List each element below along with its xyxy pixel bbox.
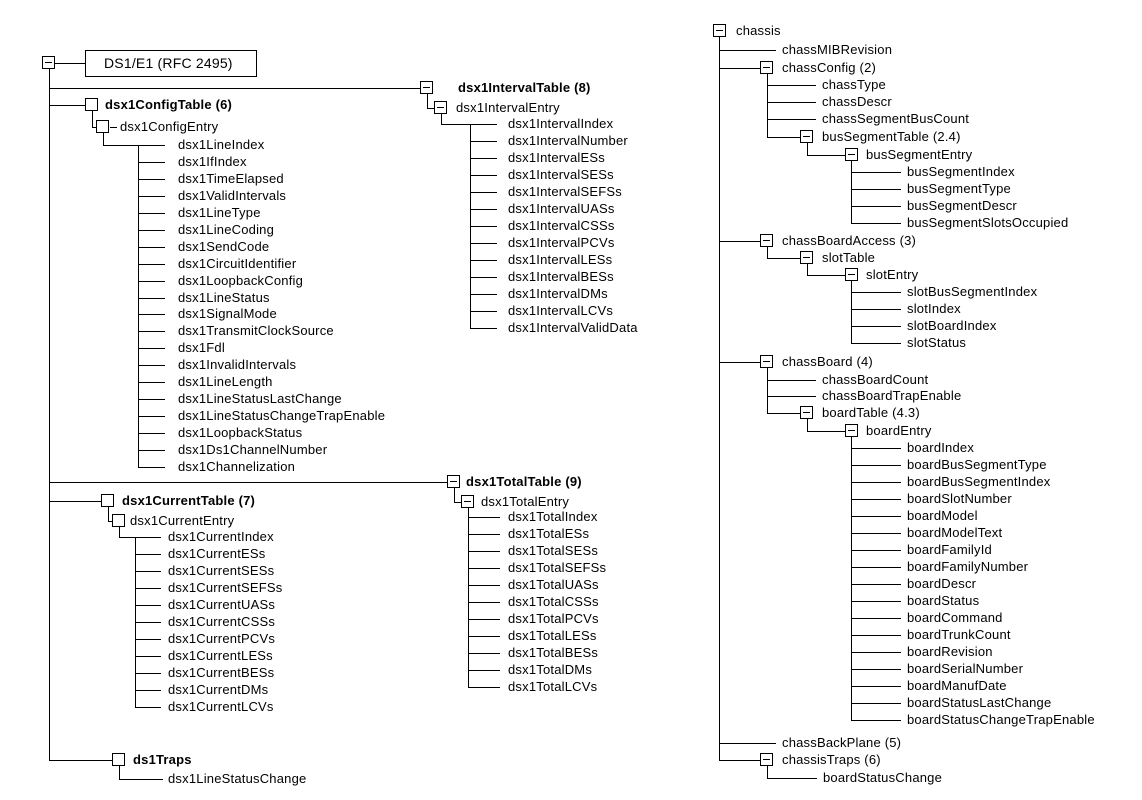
tree-connector-line — [851, 172, 901, 173]
tree-connector-line — [851, 482, 901, 483]
tree-node-dsx1LineStatus: dsx1LineStatus — [178, 290, 270, 305]
minus-glyph-icon — [763, 361, 770, 362]
tree-node-slotStatus: slotStatus — [907, 335, 967, 350]
tree-node-boardManufDate: boardManufDate — [907, 678, 1007, 693]
tree-node-ds1Traps: ds1Traps — [133, 752, 192, 767]
tree-node-chassBoardCount: chassBoardCount — [822, 372, 929, 387]
minus-glyph-icon — [848, 154, 855, 155]
minus-glyph-icon — [848, 430, 855, 431]
tree-node-dsx1CurrentLCVs: dsx1CurrentLCVs — [168, 699, 274, 714]
tree-connector-line — [135, 588, 161, 589]
tree-connector-line — [851, 343, 901, 344]
tree-connector-line — [135, 707, 161, 708]
tree-node-dsx1ConfigTable (6): dsx1ConfigTable (6) — [105, 97, 233, 112]
tree-connector-line — [468, 585, 500, 586]
tree-node-dsx1IntervalIndex: dsx1IntervalIndex — [508, 116, 614, 131]
tree-connector-line — [470, 141, 497, 142]
tree-connector-line — [103, 133, 104, 145]
tree-connector-line — [468, 508, 469, 517]
tree-connector-line — [468, 602, 500, 603]
tree-node-busSegmentSlotsOccupied: busSegmentSlotsOccupied — [907, 215, 1069, 230]
tree-connector-line — [807, 431, 845, 432]
tree-node-dsx1TotalTable (9): dsx1TotalTable (9) — [466, 474, 582, 489]
expand-empty-box-icon[interactable] — [101, 494, 114, 507]
tree-node-dsx1CurrentIndex: dsx1CurrentIndex — [168, 529, 274, 544]
tree-node-dsx1TotalCSSs: dsx1TotalCSSs — [508, 594, 599, 609]
tree-node-dsx1TotalIndex: dsx1TotalIndex — [508, 509, 598, 524]
tree-node-dsx1TotalBESs: dsx1TotalBESs — [508, 645, 599, 660]
tree-connector-line — [767, 137, 800, 138]
tree-node-dsx1TotalPCVs: dsx1TotalPCVs — [508, 611, 599, 626]
tree-connector-line — [135, 554, 161, 555]
tree-connector-line — [470, 277, 497, 278]
tree-connector-line — [851, 618, 901, 619]
tree-node-dsx1CurrentUASs: dsx1CurrentUASs — [168, 597, 276, 612]
tree-node-dsx1LineStatusChange: dsx1LineStatusChange — [168, 771, 307, 786]
tree-node-boardRevision: boardRevision — [907, 644, 993, 659]
expand-empty-box-icon[interactable] — [96, 120, 109, 133]
tree-connector-line — [138, 230, 165, 231]
tree-connector-line — [427, 108, 434, 109]
tree-node-boardFamilyId: boardFamilyId — [907, 542, 992, 557]
tree-node-dsx1CurrentTable (7): dsx1CurrentTable (7) — [122, 493, 256, 508]
tree-connector-line — [49, 501, 101, 502]
collapse-minus-box-icon[interactable] — [434, 101, 447, 114]
tree-connector-line — [138, 145, 139, 467]
tree-connector-line — [441, 114, 442, 124]
tree-node-boardStatusChange: boardStatusChange — [823, 770, 943, 785]
tree-connector-line — [767, 766, 768, 778]
tree-connector-line — [851, 584, 901, 585]
tree-connector-line — [767, 119, 816, 120]
tree-connector-line — [767, 74, 768, 137]
tree-node-dsx1LineLength: dsx1LineLength — [178, 374, 273, 389]
tree-node-busSegmentType: busSegmentType — [907, 181, 1011, 196]
tree-connector-line — [851, 161, 852, 223]
tree-node-dsx1TotalLESs: dsx1TotalLESs — [508, 628, 597, 643]
tree-node-dsx1IntervalLCVs: dsx1IntervalLCVs — [508, 303, 614, 318]
minus-glyph-icon — [803, 412, 810, 413]
tree-connector-line — [851, 533, 901, 534]
tree-node-boardTable (4.3): boardTable (4.3) — [822, 405, 920, 420]
tree-node-chassType: chassType — [822, 77, 886, 92]
tree-node-dsx1IntervalLESs: dsx1IntervalLESs — [508, 252, 613, 267]
tree-connector-line — [719, 362, 760, 363]
tree-node-dsx1IntervalEntry: dsx1IntervalEntry — [456, 100, 560, 115]
tree-connector-line — [468, 534, 500, 535]
tree-connector-line — [851, 206, 901, 207]
minus-glyph-icon — [803, 257, 810, 258]
minus-glyph-icon — [437, 107, 444, 108]
tree-node-busSegmentDescr: busSegmentDescr — [907, 198, 1017, 213]
tree-node-dsx1LoopbackConfig: dsx1LoopbackConfig — [178, 273, 304, 288]
tree-connector-line — [138, 179, 165, 180]
tree-node-dsx1IntervalDMs: dsx1IntervalDMs — [508, 286, 608, 301]
tree-node-chassDescr: chassDescr — [822, 94, 892, 109]
tree-node-dsx1CircuitIdentifier: dsx1CircuitIdentifier — [178, 256, 297, 271]
tree-node-dsx1InvalidIntervals: dsx1InvalidIntervals — [178, 357, 297, 372]
minus-glyph-icon — [763, 240, 770, 241]
tree-connector-line — [470, 243, 497, 244]
tree-connector-line — [851, 465, 901, 466]
tree-connector-line — [468, 653, 500, 654]
tree-node-dsx1CurrentEntry: dsx1CurrentEntry — [130, 513, 235, 528]
tree-node-dsx1CurrentLESs: dsx1CurrentLESs — [168, 648, 273, 663]
tree-node-dsx1TotalSEFSs: dsx1TotalSEFSs — [508, 560, 607, 575]
tree-connector-line — [49, 105, 85, 106]
tree-node-dsx1IntervalBESs: dsx1IntervalBESs — [508, 269, 614, 284]
tree-connector-line — [470, 158, 497, 159]
collapse-minus-box-icon[interactable] — [420, 81, 433, 94]
tree-node-boardFamilyNumber: boardFamilyNumber — [907, 559, 1029, 574]
tree-connector-line — [468, 568, 500, 569]
tree-node-chassBoard (4): chassBoard (4) — [782, 354, 873, 369]
tree-node-dsx1SendCode: dsx1SendCode — [178, 239, 270, 254]
tree-connector-line — [807, 419, 808, 431]
tree-node-busSegmentIndex: busSegmentIndex — [907, 164, 1015, 179]
tree-node-dsx1IntervalValidData: dsx1IntervalValidData — [508, 320, 638, 335]
tree-connector-line — [468, 636, 500, 637]
tree-connector-line — [49, 69, 50, 760]
tree-connector-line — [851, 669, 901, 670]
tree-node-dsx1TotalDMs: dsx1TotalDMs — [508, 662, 593, 677]
tree-connector-line — [807, 264, 808, 275]
tree-connector-line — [454, 488, 455, 502]
tree-connector-line — [138, 467, 165, 468]
tree-connector-line — [851, 499, 901, 500]
tree-connector-line — [92, 111, 93, 127]
tree-node-boardModelText: boardModelText — [907, 525, 1003, 540]
tree-connector-line — [119, 537, 161, 538]
tree-connector-line — [719, 50, 776, 51]
tree-connector-line — [767, 85, 816, 86]
tree-connector-line — [851, 686, 901, 687]
tree-connector-line — [851, 437, 852, 720]
tree-connector-line — [851, 652, 901, 653]
collapse-minus-box-icon[interactable] — [760, 61, 773, 74]
tree-connector-line — [767, 258, 800, 259]
tree-node-boardIndex: boardIndex — [907, 440, 975, 455]
tree-connector-line — [851, 223, 901, 224]
tree-connector-line — [767, 380, 816, 381]
tree-connector-line — [138, 348, 165, 349]
tree-connector-line — [470, 226, 497, 227]
tree-node-boardSlotNumber: boardSlotNumber — [907, 491, 1012, 506]
tree-node-dsx1TransmitClockSource: dsx1TransmitClockSource — [178, 323, 334, 338]
tree-node-slotBoardIndex: slotBoardIndex — [907, 318, 997, 333]
tree-node-dsx1CurrentESs: dsx1CurrentESs — [168, 546, 266, 561]
collapse-minus-box-icon[interactable] — [42, 56, 55, 69]
tree-connector-line — [851, 567, 901, 568]
tree-connector-line — [470, 175, 497, 176]
tree-node-dsx1IntervalTable (8): dsx1IntervalTable (8) — [458, 80, 591, 95]
tree-connector-line — [119, 527, 120, 537]
tree-connector-line — [468, 551, 500, 552]
tree-connector-line — [441, 124, 497, 125]
tree-node-chassConfig (2): chassConfig (2) — [782, 60, 877, 75]
tree-connector-line — [135, 571, 161, 572]
tree-connector-line — [767, 247, 768, 258]
tree-connector-line — [719, 37, 720, 760]
collapse-minus-box-icon[interactable] — [760, 355, 773, 368]
tree-connector-line — [119, 779, 163, 780]
tree-node-dsx1IfIndex: dsx1IfIndex — [178, 154, 247, 169]
tree-connector-line — [108, 507, 109, 521]
tree-connector-line — [138, 298, 165, 299]
minus-glyph-icon — [464, 501, 471, 502]
tree-node-boardBusSegmentType: boardBusSegmentType — [907, 457, 1047, 472]
tree-node-dsx1LineIndex: dsx1LineIndex — [178, 137, 265, 152]
tree-node-boardTrunkCount: boardTrunkCount — [907, 627, 1011, 642]
minus-glyph-icon — [803, 136, 810, 137]
tree-connector-line — [851, 292, 901, 293]
tree-connector-line — [138, 196, 165, 197]
tree-node-dsx1TotalSESs: dsx1TotalSESs — [508, 543, 599, 558]
tree-connector-line — [119, 766, 120, 779]
tree-connector-line — [138, 450, 165, 451]
tree-node-dsx1TotalESs: dsx1TotalESs — [508, 526, 590, 541]
tree-connector-line — [138, 247, 165, 248]
collapse-minus-box-icon[interactable] — [760, 234, 773, 247]
tree-connector-line — [138, 382, 165, 383]
tree-node-chassBoardAccess (3): chassBoardAccess (3) — [782, 233, 917, 248]
tree-connector-line — [468, 619, 500, 620]
tree-node-dsx1CurrentDMs: dsx1CurrentDMs — [168, 682, 269, 697]
tree-node-chassBackPlane (5): chassBackPlane (5) — [782, 735, 902, 750]
tree-connector-line — [719, 68, 760, 69]
collapse-minus-box-icon[interactable] — [845, 424, 858, 437]
collapse-minus-box-icon[interactable] — [800, 406, 813, 419]
tree-node-boardCommand: boardCommand — [907, 610, 1003, 625]
tree-node-dsx1LineStatusLastChange: dsx1LineStatusLastChange — [178, 391, 342, 406]
tree-connector-line — [470, 328, 497, 329]
tree-connector-line — [470, 192, 497, 193]
collapse-minus-box-icon[interactable] — [800, 251, 813, 264]
tree-node-dsx1IntervalSESs: dsx1IntervalSESs — [508, 167, 614, 182]
tree-connector-line — [138, 213, 165, 214]
tree-connector-line — [135, 673, 161, 674]
tree-connector-line — [470, 294, 497, 295]
tree-node-dsx1LineType: dsx1LineType — [178, 205, 261, 220]
tree-connector-line — [138, 331, 165, 332]
collapse-minus-box-icon[interactable] — [447, 475, 460, 488]
tree-connector-line — [138, 314, 165, 315]
tree-connector-line — [138, 399, 165, 400]
tree-connector-line — [468, 670, 500, 671]
tree-connector-line — [767, 368, 768, 413]
expand-empty-box-icon[interactable] — [112, 753, 125, 766]
tree-node-dsx1IntervalNumber: dsx1IntervalNumber — [508, 133, 628, 148]
tree-node-boardSerialNumber: boardSerialNumber — [907, 661, 1024, 676]
tree-node-slotEntry: slotEntry — [866, 267, 919, 282]
tree-node-boardStatusChangeTrapEnable: boardStatusChangeTrapEnable — [907, 712, 1095, 727]
tree-connector-line — [49, 482, 447, 483]
minus-glyph-icon — [848, 274, 855, 275]
minus-glyph-icon — [763, 67, 770, 68]
tree-node-dsx1CurrentBESs: dsx1CurrentBESs — [168, 665, 275, 680]
tree-connector-line — [851, 309, 901, 310]
tree-node-boardEntry: boardEntry — [866, 423, 932, 438]
tree-connector-line — [49, 88, 420, 89]
collapse-minus-box-icon[interactable] — [461, 495, 474, 508]
tree-connector-line — [851, 703, 901, 704]
tree-node-boardModel: boardModel — [907, 508, 978, 523]
tree-connector-line — [135, 605, 161, 606]
tree-connector-line — [851, 326, 901, 327]
minus-glyph-icon — [763, 759, 770, 760]
tree-node-dsx1TotalUASs: dsx1TotalUASs — [508, 577, 599, 592]
tree-node-dsx1Ds1ChannelNumber: dsx1Ds1ChannelNumber — [178, 442, 328, 457]
tree-connector-line — [138, 264, 165, 265]
tree-node-dsx1ValidIntervals: dsx1ValidIntervals — [178, 188, 287, 203]
tree-connector-line — [49, 760, 112, 761]
tree-node-dsx1CurrentSESs: dsx1CurrentSESs — [168, 563, 275, 578]
tree-connector-line — [807, 143, 808, 155]
tree-connector-line — [851, 720, 901, 721]
tree-node-chassisTraps (6): chassisTraps (6) — [782, 752, 881, 767]
tree-connector-line — [807, 275, 845, 276]
tree-connector-line — [851, 281, 852, 343]
tree-connector-line — [767, 778, 817, 779]
tree-connector-line — [135, 690, 161, 691]
tree-connector-line — [470, 209, 497, 210]
tree-connector-line — [851, 550, 901, 551]
tree-connector-line — [135, 639, 161, 640]
tree-connector-line — [135, 656, 161, 657]
tree-connector-line — [851, 635, 901, 636]
tree-node-boardBusSegmentIndex: boardBusSegmentIndex — [907, 474, 1051, 489]
tree-node-dsx1IntervalSEFSs: dsx1IntervalSEFSs — [508, 184, 622, 199]
tree-connector-line — [851, 516, 901, 517]
tree-node-chassSegmentBusCount: chassSegmentBusCount — [822, 111, 970, 126]
tree-node-dsx1LineCoding: dsx1LineCoding — [178, 222, 275, 237]
tree-node-dsx1TotalLCVs: dsx1TotalLCVs — [508, 679, 598, 694]
minus-glyph-icon — [450, 481, 457, 482]
tree-connector-line — [767, 413, 800, 414]
expand-empty-box-icon[interactable] — [85, 98, 98, 111]
tree-node-dsx1CurrentPCVs: dsx1CurrentPCVs — [168, 631, 276, 646]
tree-connector-line — [470, 260, 497, 261]
tree-node-dsx1IntervalESs: dsx1IntervalESs — [508, 150, 605, 165]
tree-connector-line — [807, 155, 845, 156]
tree-node-dsx1SignalMode: dsx1SignalMode — [178, 306, 277, 321]
tree-connector-line — [454, 502, 461, 503]
tree-connector-line — [427, 94, 428, 108]
tree-node-chassis: chassis — [736, 23, 781, 38]
collapse-minus-box-icon[interactable] — [713, 24, 726, 37]
tree-connector-line — [719, 743, 776, 744]
collapse-minus-box-icon[interactable] — [760, 753, 773, 766]
tree-node-slotBusSegmentIndex: slotBusSegmentIndex — [907, 284, 1038, 299]
minus-glyph-icon — [45, 62, 52, 63]
tree-node-chassMIBRevision: chassMIBRevision — [782, 42, 893, 57]
tree-node-slotTable: slotTable — [822, 250, 876, 265]
tree-node-dsx1IntervalPCVs: dsx1IntervalPCVs — [508, 235, 615, 250]
tree-connector-line — [138, 416, 165, 417]
tree-connector-line — [138, 433, 165, 434]
tree-connector-line — [103, 145, 165, 146]
tree-connector-line — [138, 281, 165, 282]
tree-node-boardDescr: boardDescr — [907, 576, 977, 591]
tree-node-DS1/E1 (RFC 2495): DS1/E1 (RFC 2495) — [104, 55, 233, 71]
tree-connector-line — [55, 63, 85, 64]
tree-node-dsx1IntervalCSSs: dsx1IntervalCSSs — [508, 218, 615, 233]
tree-connector-line — [468, 517, 500, 518]
tree-connector-line — [851, 189, 901, 190]
expand-empty-box-icon[interactable] — [112, 514, 125, 527]
tree-node-dsx1LoopbackStatus: dsx1LoopbackStatus — [178, 425, 303, 440]
tree-connector-line — [138, 365, 165, 366]
tree-node-dsx1CurrentCSSs: dsx1CurrentCSSs — [168, 614, 276, 629]
tree-node-busSegmentTable (2.4): busSegmentTable (2.4) — [822, 129, 961, 144]
tree-node-dsx1Channelization: dsx1Channelization — [178, 459, 296, 474]
tree-node-slotIndex: slotIndex — [907, 301, 961, 316]
tree-node-busSegmentEntry: busSegmentEntry — [866, 147, 973, 162]
tree-connector-line — [767, 102, 816, 103]
tree-connector-line — [767, 396, 816, 397]
tree-node-dsx1CurrentSEFSs: dsx1CurrentSEFSs — [168, 580, 283, 595]
tree-node-dsx1ConfigEntry: dsx1ConfigEntry — [120, 119, 219, 134]
collapse-minus-box-icon[interactable] — [845, 148, 858, 161]
tree-connector-line — [851, 448, 901, 449]
collapse-minus-box-icon[interactable] — [845, 268, 858, 281]
tree-connector-line — [851, 601, 901, 602]
tree-node-dsx1Fdl: dsx1Fdl — [178, 340, 225, 355]
tree-connector-line — [138, 162, 165, 163]
tree-node-dsx1LineStatusChangeTrapEnable: dsx1LineStatusChangeTrapEnable — [178, 408, 386, 423]
tree-node-dsx1TimeElapsed: dsx1TimeElapsed — [178, 171, 284, 186]
tree-connector-line — [719, 241, 760, 242]
collapse-minus-box-icon[interactable] — [800, 130, 813, 143]
tree-node-chassBoardTrapEnable: chassBoardTrapEnable — [822, 388, 962, 403]
tree-node-boardStatusLastChange: boardStatusLastChange — [907, 695, 1052, 710]
tree-connector-line — [468, 687, 500, 688]
minus-glyph-icon — [716, 30, 723, 31]
tree-connector-line — [135, 622, 161, 623]
tree-node-dsx1IntervalUASs: dsx1IntervalUASs — [508, 201, 615, 216]
tree-connector-line — [470, 311, 497, 312]
tree-connector-line — [110, 127, 117, 128]
tree-node-boardStatus: boardStatus — [907, 593, 980, 608]
minus-glyph-icon — [423, 87, 430, 88]
tree-connector-line — [719, 760, 760, 761]
tree-node-dsx1TotalEntry: dsx1TotalEntry — [481, 494, 570, 509]
